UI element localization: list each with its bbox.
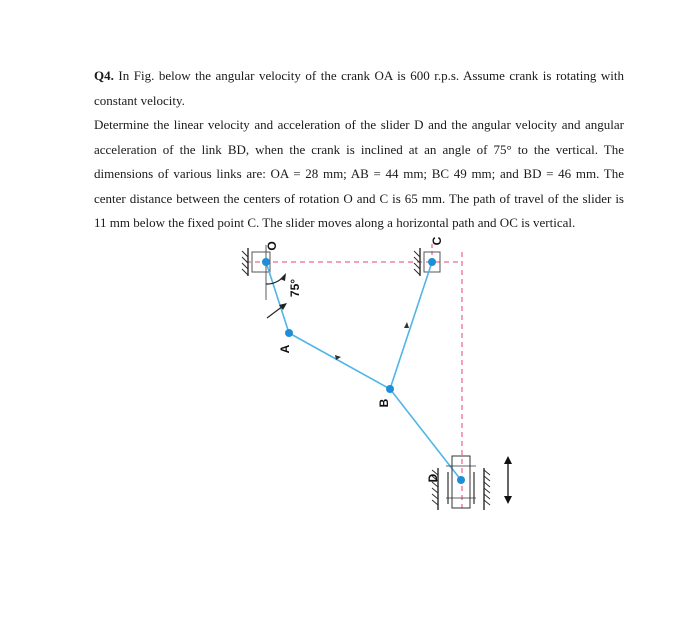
label-a: A	[278, 344, 292, 354]
question-intro-text: In Fig. below the angular velocity of the crank OA is 600 r.p.s. Assume crank is rotating with constant velocity.	[94, 68, 624, 108]
label-d: D	[426, 473, 440, 483]
joint-o	[262, 258, 270, 266]
question-number: Q4.	[94, 68, 114, 83]
direction-mark-ab	[335, 355, 341, 360]
crank-oa	[266, 262, 289, 333]
label-b: B	[377, 398, 391, 408]
link-ab	[289, 333, 390, 389]
question-body: Determine the linear velocity and acceleration of the slider D and the angular velocity and angular acceleration of the link BD, when the crank is inclined at an angle of 75° to the vertical. The dimensions of various links are: OA = 28 mm; AB = 44 mm; BC 49 mm; and BD = 46 mm. The center distance between the centers of rotation O and C is 65 mm. The path of travel of the slider is 11 mm below the fixed point C. The slider moves along a horizontal path and OC is vertical.	[94, 117, 624, 230]
joint-c	[428, 258, 436, 266]
label-o: O	[265, 241, 279, 251]
joint-a	[285, 329, 293, 337]
slider-ground-right	[484, 468, 490, 510]
joint-d	[457, 476, 465, 484]
direction-mark-bc	[404, 322, 409, 328]
label-c: C	[430, 236, 444, 246]
joint-b	[386, 385, 394, 393]
label-angle: 75°	[288, 278, 302, 298]
angle-arc	[266, 276, 284, 284]
slider-motion-arrow	[504, 456, 512, 504]
link-bc	[390, 262, 432, 389]
